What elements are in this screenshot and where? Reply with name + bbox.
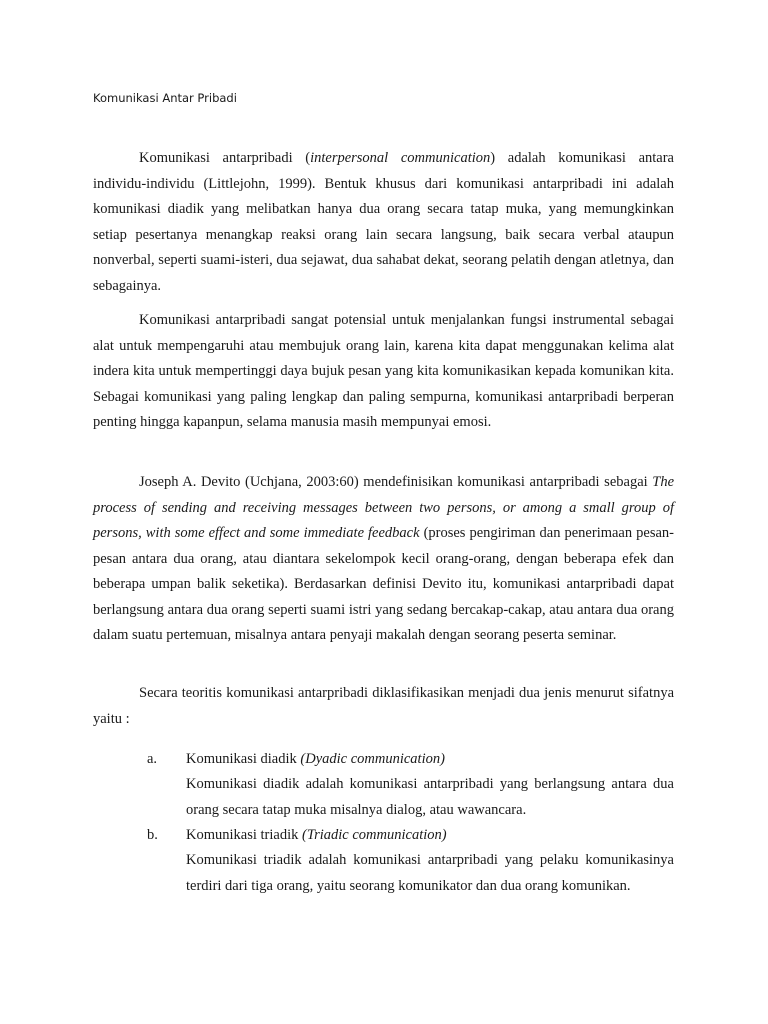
paragraph-3 (93, 470, 674, 649)
document-heading: Komunikasi Antar Pribadi (93, 91, 237, 105)
list-item-b-title (186, 823, 447, 849)
list-item-a-marker: a. (147, 751, 158, 767)
paragraph-3-text-end: (proses pengiriman dan penerimaan pesan-pesan antara dua orang, atau diantara sekelompok kecil orang-orang, dengan beberapa efek dan beberapa umpan balik seketika). Berdasarkan definisi Devito itu, komunikasi antarpribadi dapat berlangsung antara dua orang seperti suami istri yang sedang bercakap-cakap, atau antara dua orang dalam suatu pertemuan, misalnya antara penyaji makalah dengan seorang peserta seminar. (93, 525, 674, 643)
list-item-a-description: Komunikasi diadik adalah komunikasi antarpribadi yang berlangsung antara dua orang secara tatap muka misalnya dialog, atau wawancara. (186, 776, 674, 818)
list-item-b-title-text: Komunikasi triadik (186, 827, 302, 843)
paragraph-3-text-start: Joseph A. Devito (Uchjana, 2003:60) mendefinisikan komunikasi antarpribadi sebagai (139, 474, 653, 490)
list-item-a-title (186, 747, 445, 773)
list-item-b-description: Komunikasi triadik adalah komunikasi antarpribadi yang pelaku komunikasinya terdiri dari tiga orang, yaitu seorang komunikator dan dua orang komunikan. (186, 852, 674, 894)
paragraph-2 (93, 308, 674, 436)
paragraph-4 (93, 681, 674, 732)
paragraph-1-text-start: Komunikasi antarpribadi ( (139, 150, 311, 166)
list-item-a-title-italic: (Dyadic communication) (300, 751, 445, 767)
list-item-b-title-italic: (Triadic communication) (302, 827, 447, 843)
paragraph-1-italic-term: interpersonal communication (310, 150, 491, 166)
paragraph-3-italic-quote: The process of sending and receiving messages between two persons, or among a small group of persons, with some effect and some immediate feedback (93, 474, 674, 541)
paragraph-1 (93, 146, 674, 299)
list-item-a-title-text: Komunikasi diadik (186, 751, 301, 767)
paragraph-4-text: Secara teoritis komunikasi antarpribadi diklasifikasikan menjadi dua jenis menurut sifatnya yaitu : (93, 685, 674, 727)
paragraph-2-text: Komunikasi antarpribadi sangat potensial untuk menjalankan fungsi instrumental sebagai alat untuk mempengaruhi atau membujuk orang lain, karena kita dapat menggunakan kelima alat indera kita untuk mempertinggi daya bujuk pesan yang kita komunikasikan kepada komunikan kita. Sebagai komunikasi yang paling lengkap dan paling sempurna, komunikasi antarpribadi berperan penting hingga kapanpun, selama manusia masih mempunyai emosi. (93, 312, 674, 430)
list-item-b-marker: b. (147, 827, 158, 843)
paragraph-1-text-end: ) adalah komunikasi antara individu-individu (Littlejohn, 1999). Bentuk khusus dari komunikasi antarpribadi ini adalah komunikasi diadik yang melibatkan hanya dua orang secara tatap muka, yang memungkinkan setiap pesertanya menangkap reaksi orang lain secara langsung, baik secara verbal ataupun nonverbal, seperti suami-isteri, dua sejawat, dua sahabat dekat, seorang pelatih dengan atletnya, dan sebagainya. (93, 150, 674, 294)
